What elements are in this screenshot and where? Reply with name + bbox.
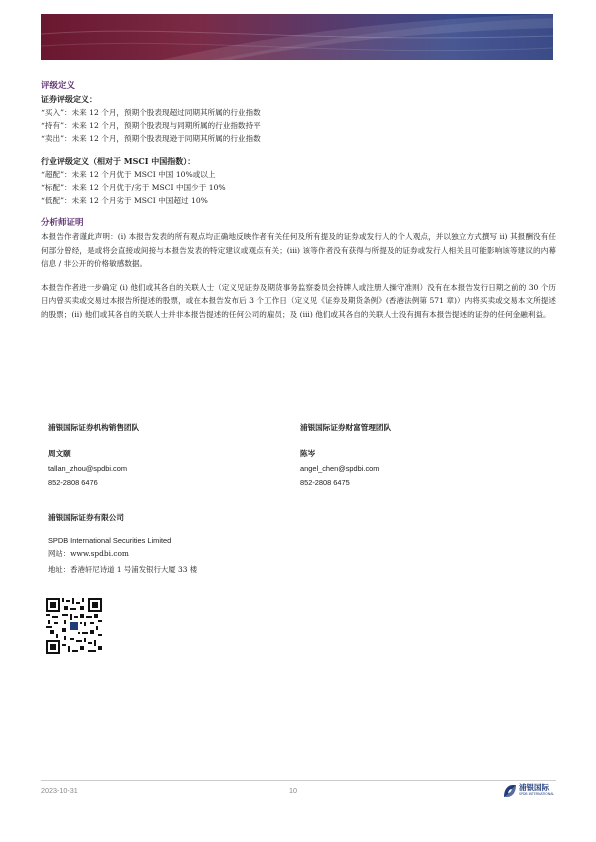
logo-subtext: SPDB INTERNATIONAL: [519, 792, 555, 796]
header-banner: [41, 14, 553, 60]
footer-divider: [41, 780, 556, 781]
logo-mark-icon: [502, 783, 518, 799]
footer-date: 2023-10-31: [41, 786, 78, 795]
right-contact-phone: 852-2808 6475: [300, 478, 350, 487]
industry-rating-item: “超配”：未来 12 个月优于 MSCI 中国 10%或以上: [41, 170, 216, 179]
right-team-title: 浦银国际证券财富管理团队: [300, 423, 392, 432]
industry-rating-heading: 行业评级定义（相对于 MSCI 中国指数）：: [41, 156, 196, 166]
stock-rating-heading: 证券评级定义：: [41, 94, 97, 104]
stock-rating-item: “卖出”：未来 12 个月，预期个股表现逊于同期其所属的行业指数: [41, 134, 261, 143]
industry-rating-item: “低配”：未来 12 个月劣于 MSCI 中国超过 10%: [41, 196, 208, 205]
company-name-cn: 浦银国际证券有限公司: [48, 513, 124, 522]
rating-heading: 评级定义: [41, 81, 76, 91]
banner-decoration: [41, 14, 553, 60]
analyst-paragraph-2: 本报告作者进一步确定 (i) 他们或其各自的关联人士（定义见证券及期货事务监察委员会持牌人或注册人操守准则）没有在本报告发行日期之前的 30 个历日内曾买卖或交易过本报告所提述的股票，或在本报告发布后 3 个工作日（定义见《证券及期货条例》(香港法例第 571 章)）内将买卖或交易本文所提述的股票；(ii) 他们或其各自的关联人士并非本报告提述的任何公司的雇员；及 (iii) 他们或其各自的关联人士没有拥有本报告提述的证券的任何金融利益。: [41, 282, 556, 319]
right-contact-name: 陈岑: [300, 449, 316, 458]
analyst-heading: 分析师证明: [41, 218, 84, 228]
right-contact-email[interactable]: angel_chen@spdbi.com: [300, 464, 380, 473]
stock-rating-item: “买入”：未来 12 个月，预期个股表现超过同期其所属的行业指数: [41, 108, 261, 117]
qr-code-icon: [46, 598, 102, 654]
left-contact-phone: 852-2808 6476: [48, 478, 98, 487]
main-content: [41, 80, 556, 321]
company-logo: [502, 780, 558, 802]
company-address: 地址：香港轩尼诗道 1 号浦发银行大厦 33 楼: [48, 565, 198, 574]
left-team-title: 浦银国际证券机构销售团队: [48, 423, 140, 432]
left-contact-name: 周文颐: [48, 449, 71, 458]
company-website[interactable]: 网站：www.spdbi.com: [48, 549, 129, 558]
industry-rating-item: “标配”：未来 12 个月优于/劣于 MSCI 中国少于 10%: [41, 183, 226, 192]
stock-rating-item: “持有”：未来 12 个月，预期个股表现与同期所属的行业指数持平: [41, 121, 261, 130]
company-name-en: SPDB International Securities Limited: [48, 536, 172, 545]
logo-text: 浦银国际: [519, 783, 549, 792]
analyst-paragraph-1: 本报告作者谨此声明：(i) 本报告发表的所有观点均正确地反映作者有关任何及所有提及的证券或发行人的个人观点，并以独立方式撰写 ii) 其报酬没有任何部分曾经，是或将会直接或间接与本报告发表的特定建议或观点有关；(iii) 该等作者没有获得与所提及的证券或发行人相关且可能影响该等建议的内幕信息 / 非公开的价格敏感数据。: [41, 232, 556, 268]
page-number: 10: [289, 786, 297, 795]
left-contact-email[interactable]: tallan_zhou@spdbi.com: [48, 464, 127, 473]
